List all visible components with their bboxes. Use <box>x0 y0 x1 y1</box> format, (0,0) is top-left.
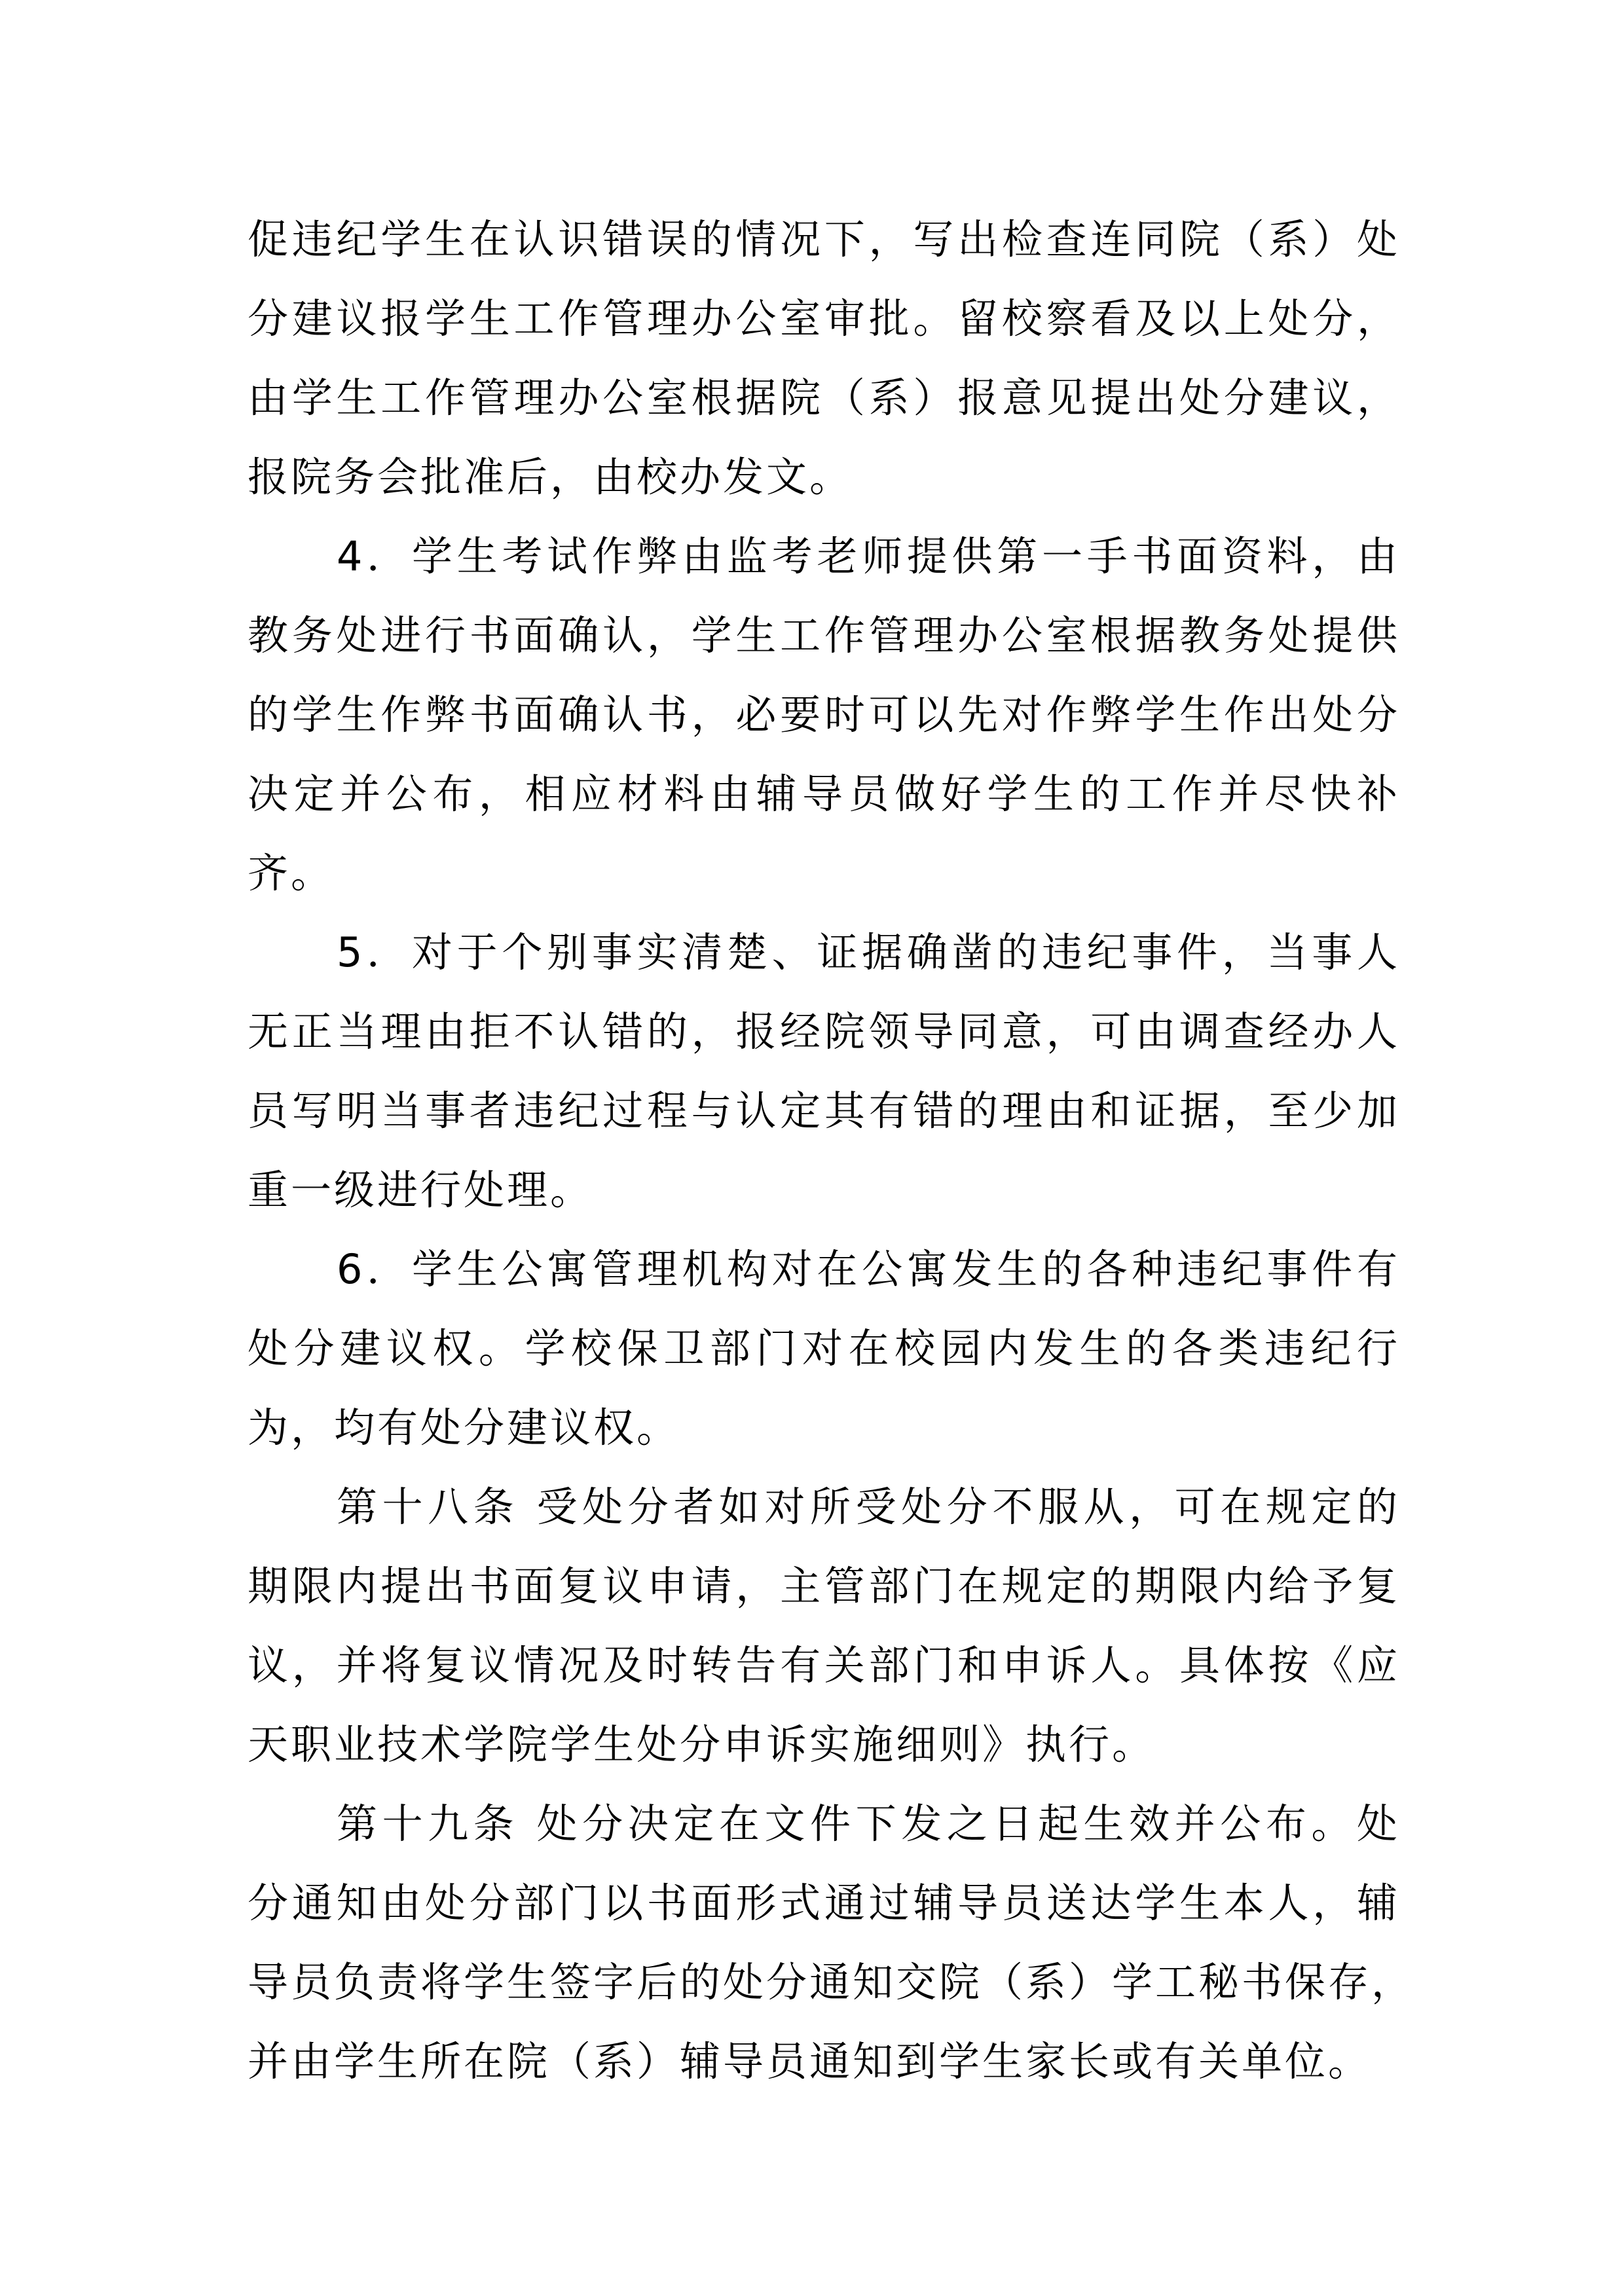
text-line: 重一级进行处理。 <box>248 1166 594 1214</box>
text-line: 无正当理由拒不认错的，报经院领导同意，可由调查经办人 <box>248 1008 1400 1055</box>
text-line: 导员负责将学生签字后的处分通知交院（系）学工秘书保存， <box>248 1958 1415 2006</box>
text-line: 的学生作弊书面确认书，必要时可以先对作弊学生作出处分 <box>248 691 1400 738</box>
paragraph <box>248 1230 1400 1467</box>
text-line: 4．学生考试作弊由监考老师提供第一手书面资料，由 <box>337 532 1400 580</box>
document-body <box>248 200 1415 2101</box>
text-line: 期限内提出书面复议申请，主管部门在规定的期限内给予复 <box>248 1562 1400 1610</box>
text-line: 处分建议权。学校保卫部门对在校园内发生的各类违纪行 <box>248 1324 1400 1372</box>
text-line: 议，并将复议情况及时转告有关部门和申诉人。具体按《应 <box>248 1641 1400 1689</box>
text-line: 报院务会批准后，由校办发文。 <box>248 453 853 501</box>
text-line: 6．学生公寓管理机构对在公寓发生的各种违纪事件有 <box>337 1245 1400 1293</box>
text-line: 分建议报学生工作管理办公室审批。留校察看及以上处分， <box>248 295 1400 342</box>
text-line: 为，均有处分建议权。 <box>248 1404 680 1451</box>
text-line: 5．对于个别事实清楚、证据确凿的违纪事件，当事人 <box>337 928 1400 976</box>
paragraph <box>248 1784 1415 2101</box>
text-line: 决定并公布，相应材料由辅导员做好学生的工作并尽快补 <box>248 770 1400 818</box>
text-line: 教务处进行书面确认，学生工作管理办公室根据教务处提供 <box>248 611 1400 659</box>
paragraph <box>248 517 1400 913</box>
paragraph <box>248 200 1400 517</box>
text-line: 齐。 <box>248 849 335 897</box>
paragraph <box>248 1467 1400 1784</box>
text-line: 分通知由处分部门以书面形式通过辅导员送达学生本人，辅 <box>248 1879 1400 1927</box>
paragraph <box>248 913 1400 1230</box>
text-line: 第十八条 受处分者如对所受处分不服从，可在规定的 <box>337 1483 1400 1531</box>
text-line: 天职业技术学院学生处分申诉实施细则》执行。 <box>248 1721 1156 1768</box>
text-line: 并由学生所在院（系）辅导员通知到学生家长或有关单位。 <box>248 2037 1372 2085</box>
text-line: 促违纪学生在认识错误的情况下，写出检查连同院（系）处 <box>248 215 1400 263</box>
text-line: 第十九条 处分决定在文件下发之日起生效并公布。处 <box>337 1800 1400 1848</box>
text-line: 员写明当事者违纪过程与认定其有错的理由和证据，至少加 <box>248 1087 1400 1135</box>
text-line: 由学生工作管理办公室根据院（系）报意见提出处分建议， <box>248 374 1400 422</box>
